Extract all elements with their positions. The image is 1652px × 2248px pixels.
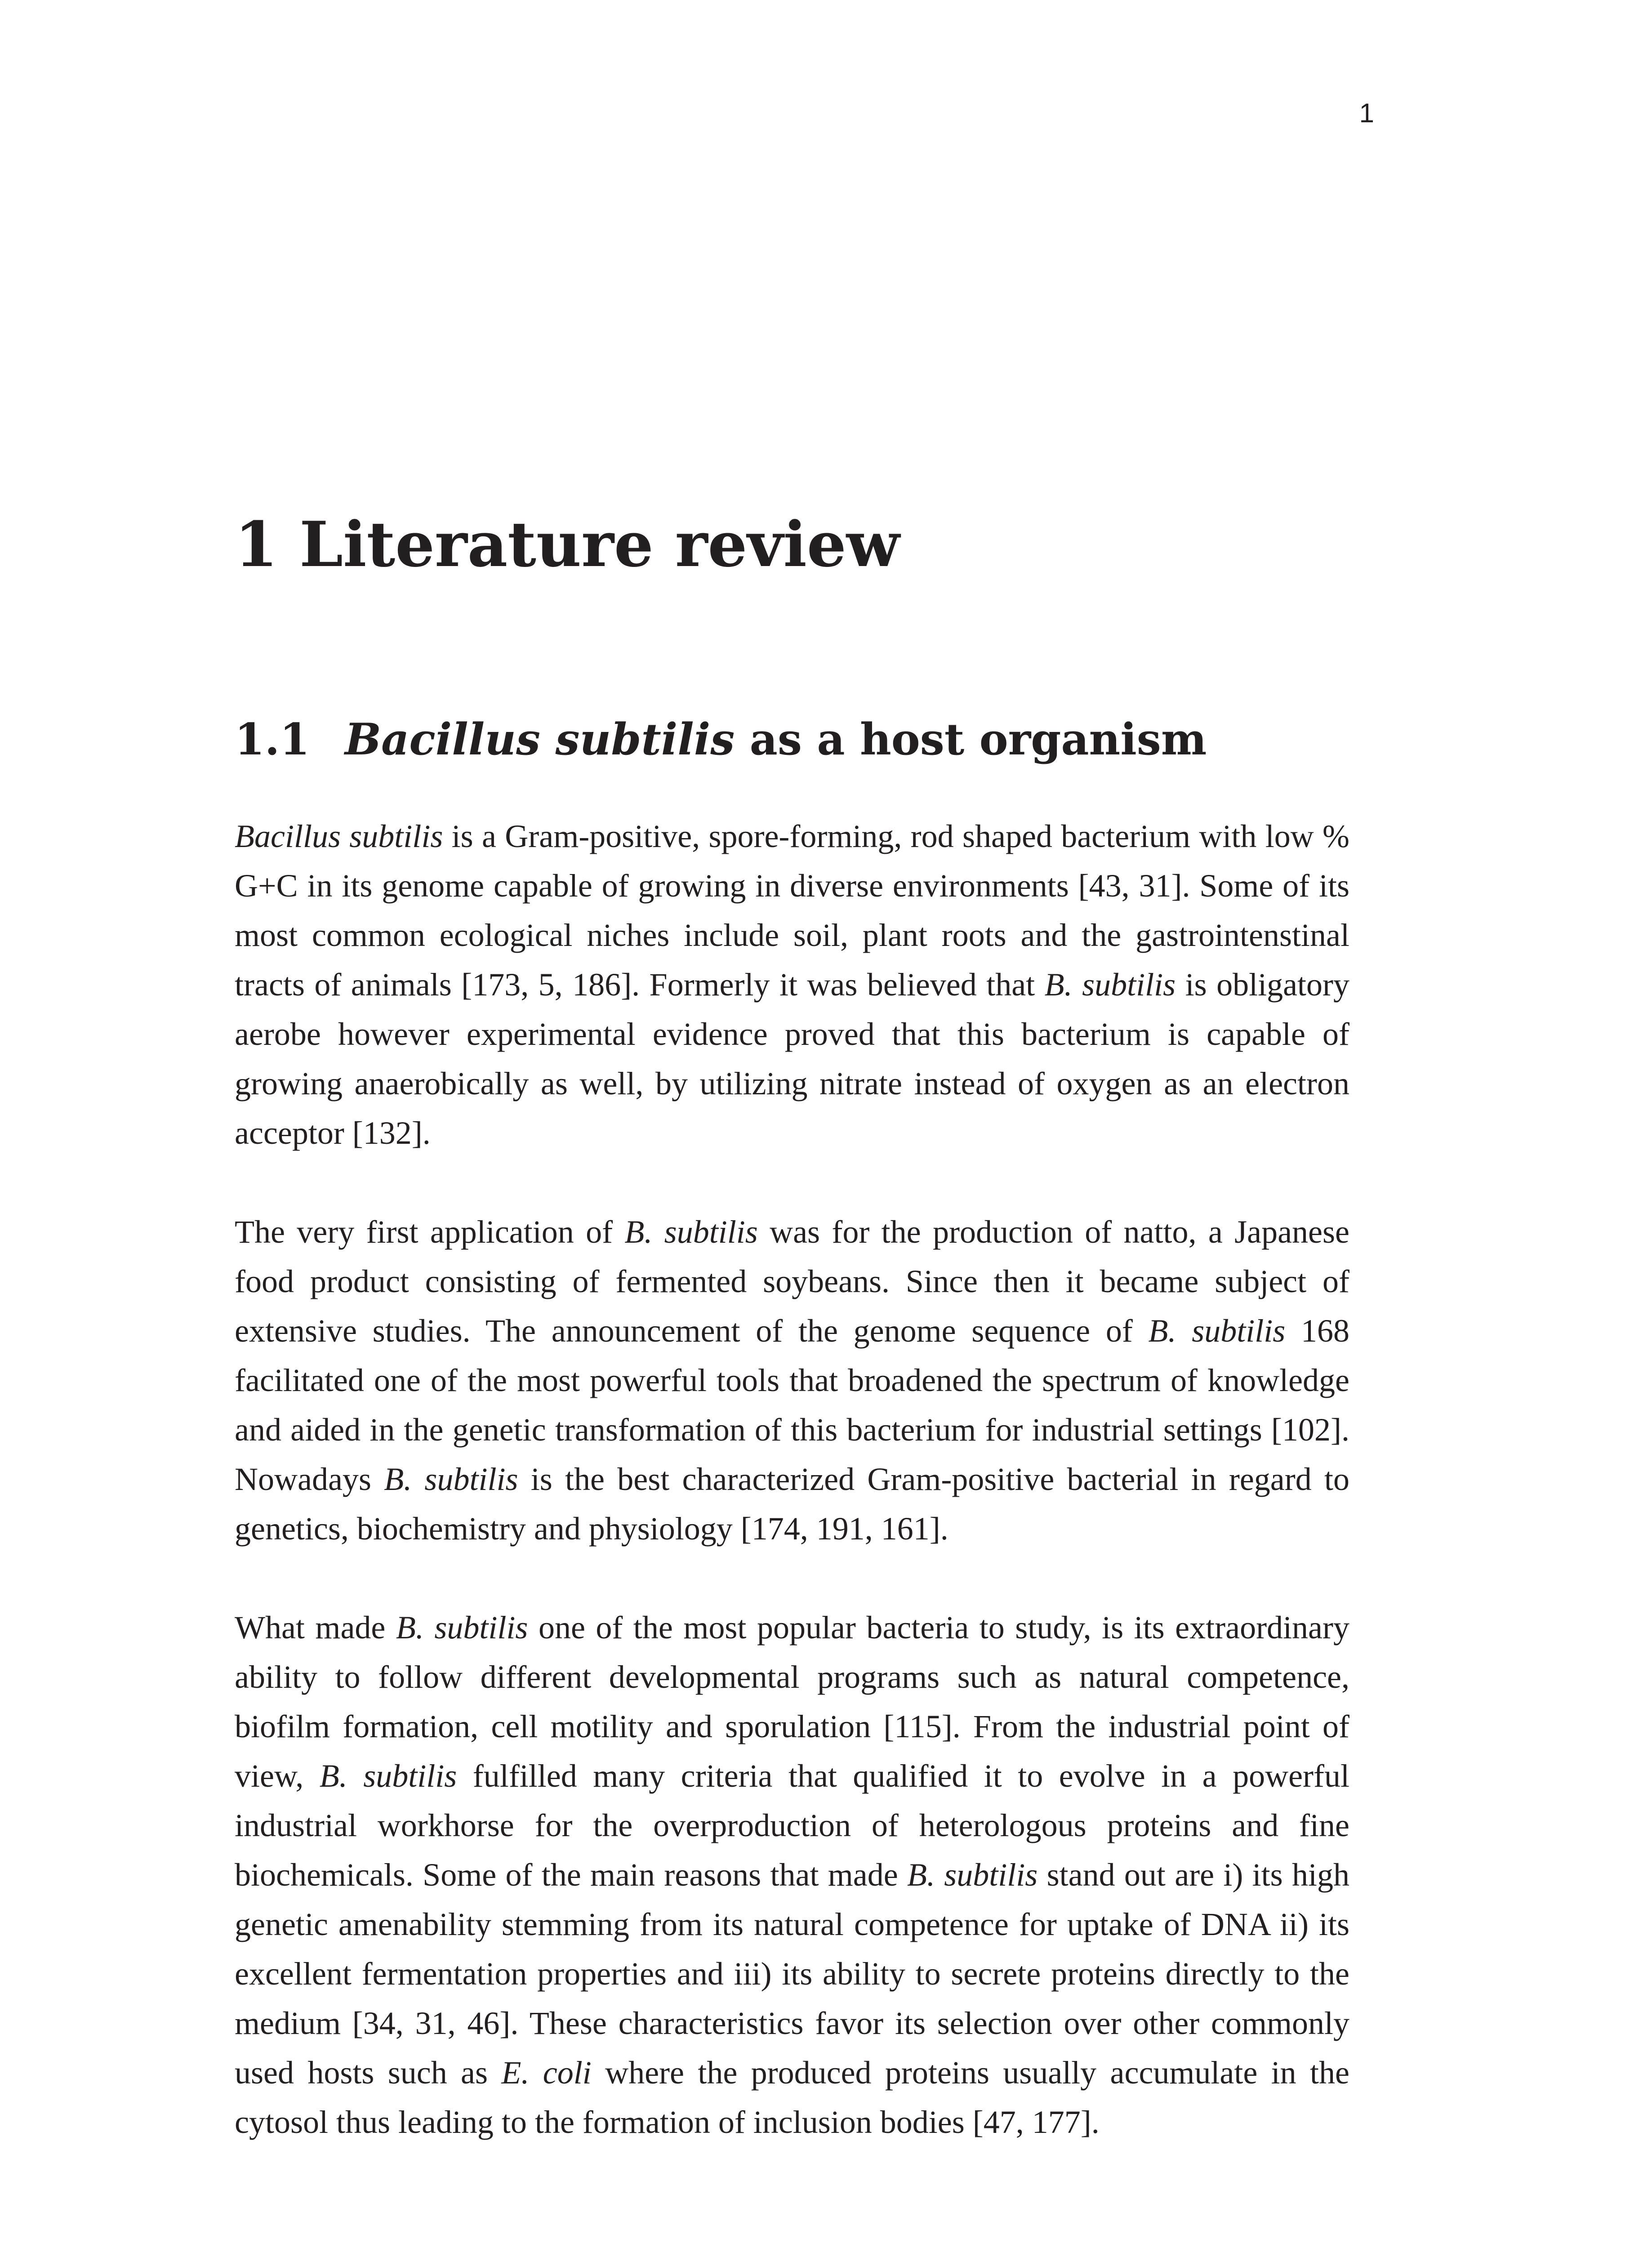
- section-title-italic: Bacillus subtilis: [345, 714, 735, 765]
- italic-term: B. subtilis: [907, 1857, 1038, 1893]
- text-run: is the best characterized Gram-positive bacterial in regard to genetics, biochemistry and physiology [174, 191, 161].: [235, 1461, 1349, 1547]
- chapter-number: 1: [235, 508, 278, 581]
- italic-term: B. subtilis: [319, 1758, 457, 1794]
- italic-term: B. subtilis: [396, 1610, 528, 1646]
- text-run: was for the production of natto, a Japanese food product consisting of fermented soybeans. Since then it became subject of extensive studies. The announcement of the genome sequence of: [235, 1214, 1349, 1349]
- page-number: 1: [1359, 98, 1374, 128]
- section-number: 1.1: [235, 714, 310, 765]
- text-run: where the produced proteins usually accumulate in the cytosol thus leading to the formation of inclusion bodies [47, 177].: [235, 2055, 1350, 2140]
- italic-term: E. coli: [501, 2055, 592, 2091]
- text-run: The very first application of: [235, 1214, 625, 1250]
- italic-term: B. subtilis: [384, 1461, 518, 1497]
- section-title-rest: as a host organism: [735, 714, 1207, 765]
- paragraph: [235, 1603, 1349, 2147]
- text-run: fulfilled many criteria that qualified it to evolve in a powerful industrial workhorse for the overproduction of heterologous proteins and fine biochemicals. Some of the main reasons that made: [235, 1758, 1350, 1893]
- paragraph: [235, 812, 1349, 1158]
- section-title: [235, 715, 1207, 764]
- italic-term: B. subtilis: [1148, 1313, 1286, 1349]
- chapter-title: [235, 510, 900, 579]
- body-text: [235, 812, 1349, 2196]
- italic-term: Bacillus subtilis: [235, 818, 443, 854]
- paragraph: [235, 1207, 1349, 1553]
- text-run: is a Gram-positive, spore-forming, rod shaped bacterium with low % G+C in its genome capable of growing in diverse environments [43, 31]. Some of its most common ecological niches include soil, plant roots and the gastrointenstinal tracts of animals [173, 5, 186]. Formerly it was believed that: [235, 818, 1349, 1003]
- text-run: stand out are i) its high genetic amenability stemming from its natural competence for uptake of DNA ii) its excellent fermentation properties and iii) its ability to secrete proteins directly to the medium [34, 31, 46]. These characteristics favor its selection over other commonly used hosts such as: [235, 1857, 1349, 2091]
- italic-term: B. subtilis: [1044, 967, 1176, 1003]
- text-run: What made: [235, 1610, 396, 1646]
- italic-term: B. subtilis: [624, 1214, 758, 1250]
- text-run: 168 facilitated one of the most powerful tools that broadened the spectrum of knowledge and aided in the genetic transformation of this bacterium for industrial settings [102]. Nowadays: [235, 1313, 1349, 1497]
- text-run: one of the most popular bacteria to study, is its extraordinary ability to follow different developmental programs such as natural competence, biofilm formation, cell motility and sporulation [115]. From the industrial point of view,: [235, 1610, 1349, 1794]
- text-run: is obligatory aerobe however experimental evidence proved that this bacterium is capable of growing anaerobically as well, by utilizing nitrate instead of oxygen as an electron acceptor [132].: [235, 967, 1350, 1151]
- chapter-title-text: Literature review: [299, 508, 900, 581]
